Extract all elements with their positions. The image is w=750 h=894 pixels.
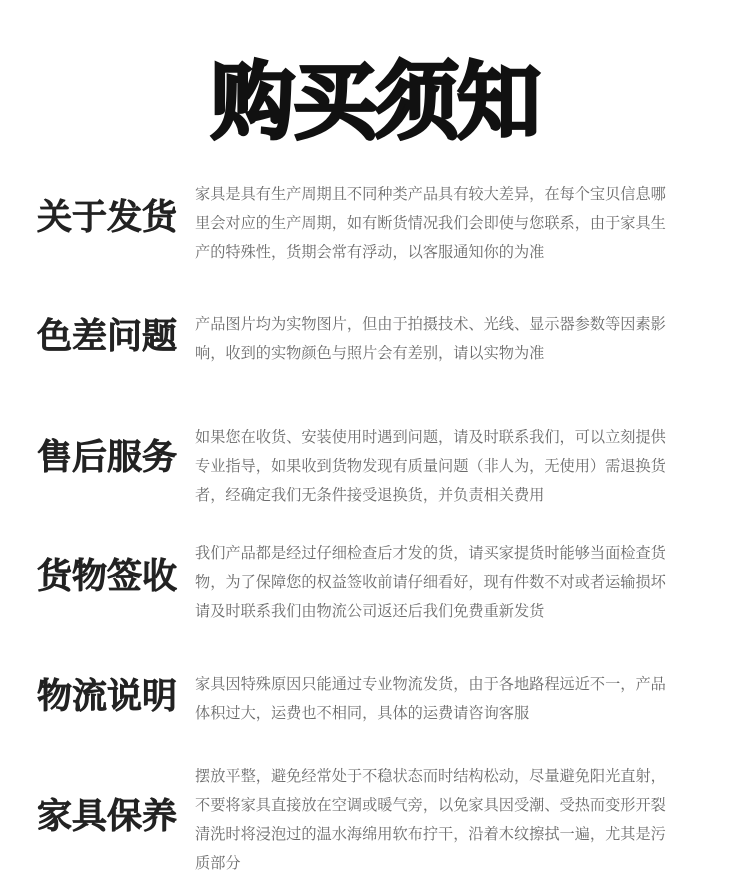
body-line: 物，为了保障您的权益签收前请仔细看好，现有件数不对或者运输损坏 <box>195 573 666 591</box>
section-heading-logistics: 物流说明 <box>37 677 178 717</box>
body-line: 家具是具有生产周期且不同种类产品具有较大差异，在每个宝贝信息哪 <box>195 185 666 203</box>
section-heading-furniture-care: 家具保养 <box>37 797 178 837</box>
section-heading-color-difference: 色差问题 <box>37 317 178 357</box>
body-line: 专业指导，如果收到货物发现有质量问题（非人为，无使用）需退换货 <box>195 457 666 475</box>
section-body-color-difference <box>195 310 675 368</box>
body-line: 产品图片均为实物图片，但由于拍摄技术、光线、显示器参数等因素影 <box>195 315 666 333</box>
section-body-after-sales <box>195 423 675 510</box>
section-body-receipt <box>195 539 675 626</box>
body-line: 产的特殊性，货期会常有浮动，以客服通知你的为准 <box>195 243 545 261</box>
body-line: 不要将家具直接放在空调或暖气旁，以免家具因受潮、受热而变形开裂 <box>195 796 666 814</box>
section-heading-after-sales: 售后服务 <box>37 438 178 478</box>
section-body-logistics <box>195 670 675 728</box>
section-heading-receipt: 货物签收 <box>37 557 178 597</box>
body-line: 清洗时将浸泡过的温水海绵用软布拧干，沿着木纹擦拭一遍，尤其是污 <box>195 825 666 843</box>
body-line: 体积过大，运费也不相同，具体的运费请咨询客服 <box>195 704 530 722</box>
section-body-shipping <box>195 180 675 267</box>
section-heading-shipping: 关于发货 <box>37 198 178 238</box>
body-line: 质部分 <box>195 854 241 872</box>
body-line: 者，经确定我们无条件接受退换货，并负责相关费用 <box>195 486 545 504</box>
body-line: 里会对应的生产周期，如有断货情况我们会即使与您联系，由于家具生 <box>195 214 666 232</box>
section-body-furniture-care <box>195 762 675 878</box>
body-line: 摆放平整，避免经常处于不稳状态而时结构松动，尽量避免阳光直射， <box>195 767 666 785</box>
body-line: 我们产品都是经过仔细检查后才发的货，请买家提货时能够当面检查货 <box>195 544 666 562</box>
page-title: 购买须知 <box>210 53 539 151</box>
body-line: 如果您在收货、安装使用时遇到问题，请及时联系我们，可以立刻提供 <box>195 428 666 446</box>
body-line: 响，收到的实物颜色与照片会有差别，请以实物为准 <box>195 344 545 362</box>
body-line: 家具因特殊原因只能通过专业物流发货，由于各地路程远近不一，产品 <box>195 675 666 693</box>
body-line: 请及时联系我们由物流公司返还后我们免费重新发货 <box>195 602 545 620</box>
